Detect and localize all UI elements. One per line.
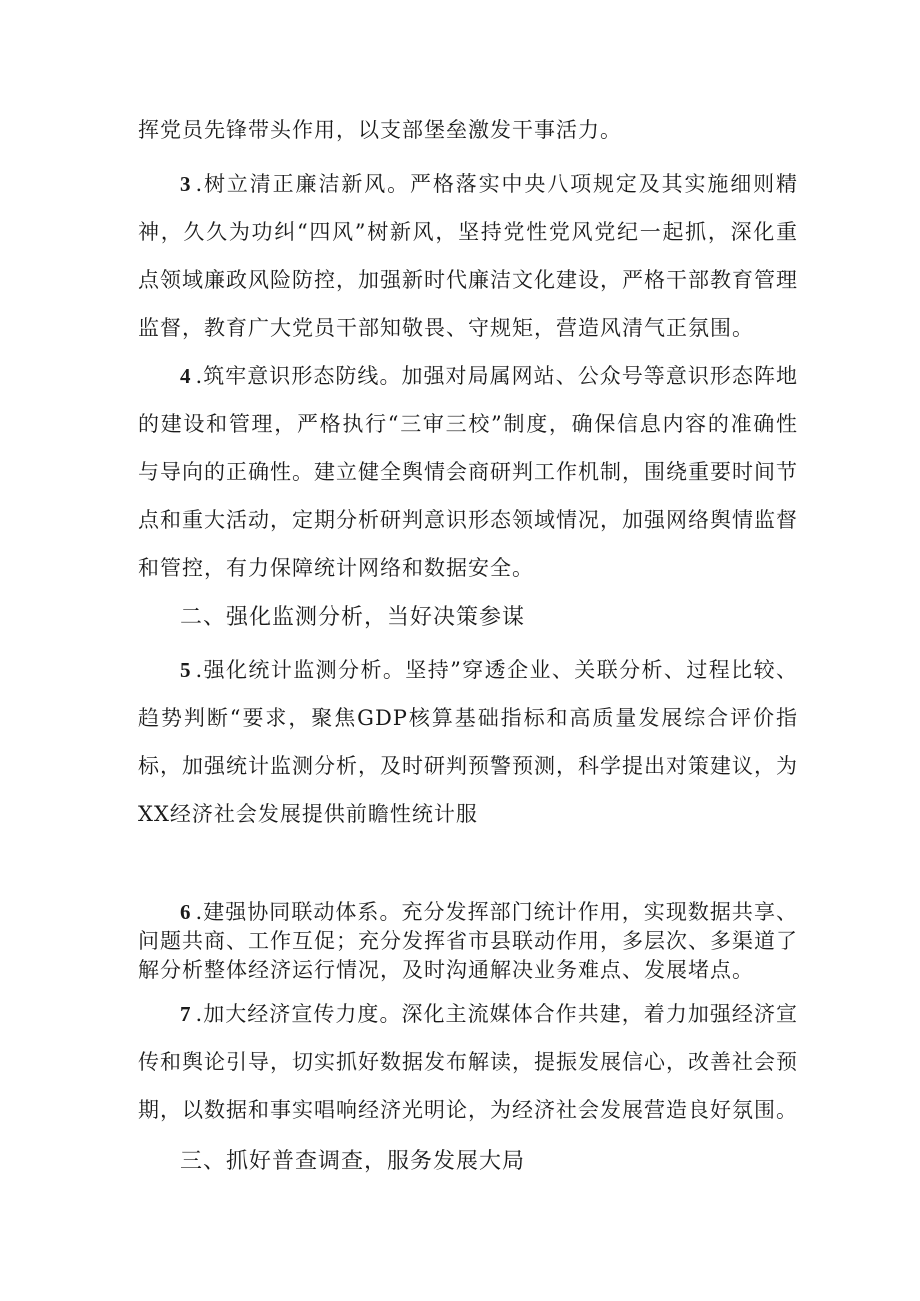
item-number: 4 (180, 364, 192, 388)
paragraph-5 (138, 646, 798, 838)
paragraph-continuation (138, 106, 798, 154)
section-heading-3: 三、抓好普查调查，服务发展大局 (180, 1149, 526, 1174)
item-number: 3 (180, 172, 192, 196)
item-number: 6 (180, 900, 192, 924)
paragraph-text: .强化统计监测分析。坚持”穿透企业、关联分析、过程比较、趋势判断“要求，聚焦GDP核算基础指标和高质量发展综合评价指标，加强统计监测分析，及时研判预警预测，科学提出对策建议，为XX经济社会发展提供前瞻性统计服 (138, 658, 798, 826)
paragraph-text: .加大经济宣传力度。深化主流媒体合作共建，着力加强经济宣传和舆论引导，切实抓好数据发布解读，提振发展信心，改善社会预期，以数据和事实唱响经济光明论，为经济社会发展营造良好氛围。 (138, 1002, 798, 1122)
paragraph-4 (138, 352, 798, 592)
paragraph-text: .树立清正廉洁新风。严格落实中央八项规定及其实施细则精神，久久为功纠“四风”树新风，坚持党性党风党纪一起抓，深化重点领域廉政风险防控，加强新时代廉洁文化建设，严格干部教育管理监督，教育广大党员干部知敬畏、守规矩，营造风清气正氛围。 (138, 172, 798, 340)
paragraph-6 (138, 898, 798, 985)
item-number: 5 (180, 658, 192, 682)
item-number: 7 (180, 1002, 192, 1026)
section-heading-2: 二、强化监测分析，当好决策参谋 (180, 605, 526, 630)
paragraph-3 (138, 160, 798, 352)
paragraph-text: .建强协同联动体系。充分发挥部门统计作用，实现数据共享、问题共商、工作互促；充分发挥省市县联动作用，多层次、多渠道了解分析整体经济运行情况，及时沟通解决业务难点、发展堵点。 (138, 900, 798, 982)
paragraph-7 (138, 990, 798, 1134)
paragraph-text: .筑牢意识形态防线。加强对局属网站、公众号等意识形态阵地的建设和管理，严格执行“三审三校”制度，确保信息内容的准确性与导向的正确性。建立健全舆情会商研判工作机制，围绕重要时间节点和重大活动，定期分析研判意识形态领域情况，加强网络舆情监督和管控，有力保障统计网络和数据安全。 (138, 364, 798, 580)
paragraph-text: 挥党员先锋带头作用，以支部堡垒激发干事活力。 (138, 118, 622, 142)
